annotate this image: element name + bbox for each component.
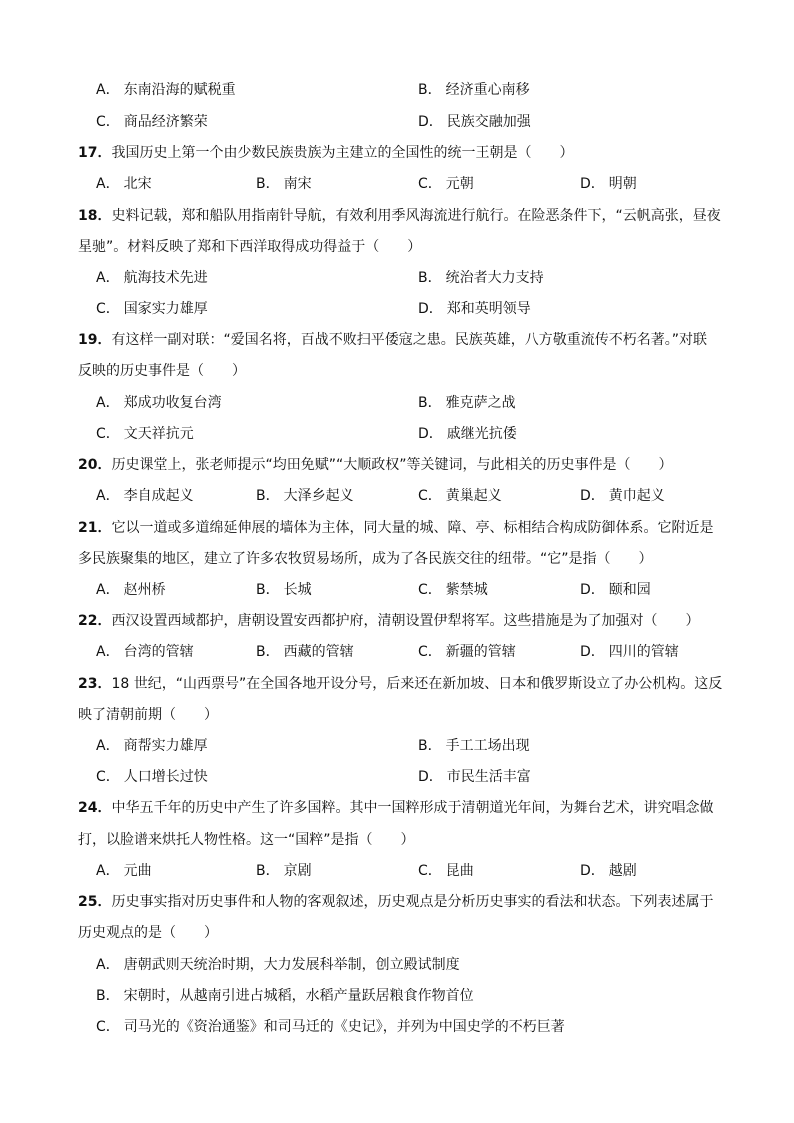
option-text: 紫禁城 [445,582,488,598]
option-label: C． [418,176,442,192]
option-label: D． [580,176,605,192]
option-label: B． [418,395,442,411]
option-d[interactable] [418,112,531,132]
option-text: 民族交融加强 [446,114,531,130]
question-stem [78,143,573,163]
option-b[interactable] [256,580,312,600]
option-d[interactable] [580,486,665,506]
option-label: D． [418,769,443,785]
option-a[interactable] [96,486,194,506]
option-text: 明朝 [608,176,637,192]
option-label: D． [418,426,443,442]
option-label: B． [96,988,120,1004]
option-label: A． [96,738,120,754]
option-d[interactable] [580,642,679,662]
option-c[interactable] [96,424,194,444]
option-a[interactable] [96,393,222,413]
option-c[interactable] [96,767,208,787]
option-text: 文天祥抗元 [123,426,194,442]
option-b[interactable] [256,861,312,881]
option-text: 商品经济繁荣 [123,114,208,130]
option-label: D． [418,114,443,130]
option-text: 戚继光抗倭 [446,426,517,442]
option-text: 新疆的管辖 [445,644,516,660]
option-label: B． [418,738,442,754]
option-text: 昆曲 [445,863,474,879]
option-text: 手工工场出现 [445,738,530,754]
option-label: D． [418,301,443,317]
option-b[interactable] [256,174,312,194]
question-stem [78,206,721,226]
option-text: 人口增长过快 [123,769,208,785]
option-text: 京剧 [283,863,312,879]
option-text: 越剧 [608,863,637,879]
option-a[interactable] [96,174,152,194]
option-d[interactable] [580,861,637,881]
option-a[interactable] [96,580,166,600]
option-label: B． [256,582,280,598]
question-number: 25． [78,894,112,910]
option-text: 四川的管辖 [608,644,679,660]
option-label: A． [96,488,120,504]
option-b[interactable] [418,736,530,756]
option-text: 黄巢起义 [445,488,502,504]
question-number: 24． [78,800,112,816]
option-text: 唐朝武则天统治时期，大力发展科举制，创立殿试制度 [123,957,460,973]
option-label: C． [418,863,442,879]
option-text: 统治者大力支持 [445,270,544,286]
question-number: 19． [78,332,112,348]
option-label: B． [256,176,280,192]
option-text: 台湾的管辖 [123,644,194,660]
option-text: 雅克萨之战 [445,395,516,411]
question-text: 西汉设置西域都护，唐朝设置安西都护府，清朝设置伊犁将军。这些措施是为了加强对（ ） [111,613,700,629]
option-c[interactable] [418,861,474,881]
question-text-continued: 星驰”。材料反映了郑和下西洋取得成功得益于（ ） [78,239,422,255]
question-text: 有这样一副对联：“爱国名将，百战不败扫平倭寇之患。民族英雄，八方敬重流传不朽名著。”对联 [111,332,707,348]
option-text: 黄巾起义 [608,488,665,504]
question-stem [78,330,707,350]
option-text: 市民生活丰富 [446,769,531,785]
question-number: 18． [78,208,112,224]
option-label: B． [256,488,280,504]
option-a[interactable] [96,80,236,100]
option-d[interactable] [418,299,531,319]
option-label: A． [96,644,120,660]
option-a[interactable] [96,955,460,975]
question-stem [78,674,722,694]
option-text: 颐和园 [608,582,651,598]
option-text: 元曲 [123,863,152,879]
question-stem [78,518,713,538]
question-text: 它以一道或多道绵延伸展的墙体为主体，同大量的城、障、亭、标相结合构成防御体系。它附近是 [111,520,714,536]
option-c[interactable] [418,580,488,600]
option-d[interactable] [418,424,517,444]
option-text: 郑和英明领导 [446,301,531,317]
option-text: 航海技术先进 [123,270,208,286]
option-d[interactable] [580,174,637,194]
option-text: 西藏的管辖 [283,644,354,660]
option-label: B． [256,644,280,660]
option-c[interactable] [96,299,208,319]
option-a[interactable] [96,736,208,756]
option-label: C． [418,644,442,660]
question-text-continued: 打，以脸谱来烘托人物性格。这一“国粹”是指（ ） [78,832,415,848]
question-text-continued: 反映的历史事件是（ ） [78,363,246,379]
question-number: 20． [78,457,112,473]
option-a[interactable] [96,861,152,881]
option-label: B． [256,863,280,879]
option-label: B． [418,82,442,98]
option-label: C． [96,1019,120,1035]
option-label: A． [96,395,120,411]
question-number: 22． [78,613,112,629]
question-number: 21． [78,520,112,536]
question-text: 我国历史上第一个由少数民族贵族为主建立的全国性的统一王朝是（ ） [111,145,574,161]
option-b[interactable] [418,393,516,413]
option-b[interactable] [256,642,354,662]
option-a[interactable] [96,268,208,288]
option-label: D． [580,582,605,598]
option-text: 商帮实力雄厚 [123,738,208,754]
question-text-continued: 多民族聚集的地区，建立了许多农牧贸易场所，成为了各民族交往的纽带。“它”是指（ ） [78,551,653,567]
option-label: D． [580,644,605,660]
option-label: D． [580,488,605,504]
option-d[interactable] [580,580,651,600]
option-label: C． [418,582,442,598]
option-c[interactable] [96,1017,565,1037]
option-label: D． [580,863,605,879]
question-stem [78,798,713,818]
question-stem [78,455,673,475]
option-text: 赵州桥 [123,582,166,598]
option-label: A． [96,582,120,598]
option-label: A． [96,176,120,192]
question-stem [78,611,699,631]
option-text: 经济重心南移 [445,82,530,98]
option-d[interactable] [418,767,531,787]
option-text: 长城 [283,582,312,598]
option-label: C． [418,488,442,504]
option-text: 宋朝时，从越南引进占城稻，水稻产量跃居粮食作物首位 [123,988,474,1004]
question-text: 历史课堂上，张老师提示“均田免赋”“大顺政权”等关键词，与此相关的历史事件是（ ） [111,457,673,473]
question-text: 史料记载，郑和船队用指南针导航，有效利用季风海流进行航行。在险恶条件下，“云帆高张，昼夜 [111,208,721,224]
option-text: 北宋 [123,176,152,192]
option-text: 郑成功收复台湾 [123,395,222,411]
question-text-continued: 历史观点的是（ ） [78,925,218,941]
option-label: C． [96,114,120,130]
option-text: 国家实力雄厚 [123,301,208,317]
question-text: 中华五千年的历史中产生了许多国粹。其中一国粹形成于清朝道光年间，为舞台艺术，讲究唱念做 [111,800,714,816]
option-text: 司马光的《资治通鉴》和司马迁的《史记》，并列为中国史学的不朽巨著 [123,1019,565,1035]
option-text: 元朝 [445,176,474,192]
option-c[interactable] [418,174,474,194]
option-text: 大泽乡起义 [283,488,354,504]
question-text-continued: 映了清朝前期（ ） [78,707,218,723]
option-label: A． [96,82,120,98]
option-c[interactable] [418,486,502,506]
option-label: C． [96,301,120,317]
option-label: C． [96,426,120,442]
option-c[interactable] [96,112,208,132]
option-label: A． [96,863,120,879]
option-text: 李自成起义 [123,488,194,504]
option-b[interactable] [256,486,354,506]
option-text: 东南沿海的赋税重 [123,82,236,98]
option-label: A． [96,957,120,973]
option-b[interactable] [418,80,530,100]
option-b[interactable] [418,268,544,288]
question-stem [78,892,713,912]
option-label: B． [418,270,442,286]
question-text: 18 世纪，“山西票号”在全国各地开设分号，后来还在新加坡、日本和俄罗斯设立了办公机构。这反 [111,676,723,692]
option-text: 南宋 [283,176,312,192]
option-label: A． [96,270,120,286]
question-number: 17． [78,145,112,161]
question-number: 23． [78,676,112,692]
option-label: C． [96,769,120,785]
option-c[interactable] [418,642,516,662]
option-b[interactable] [96,986,474,1006]
question-text: 历史事实指对历史事件和人物的客观叙述，历史观点是分析历史事实的看法和状态。下列表述属于 [111,894,714,910]
option-a[interactable] [96,642,194,662]
